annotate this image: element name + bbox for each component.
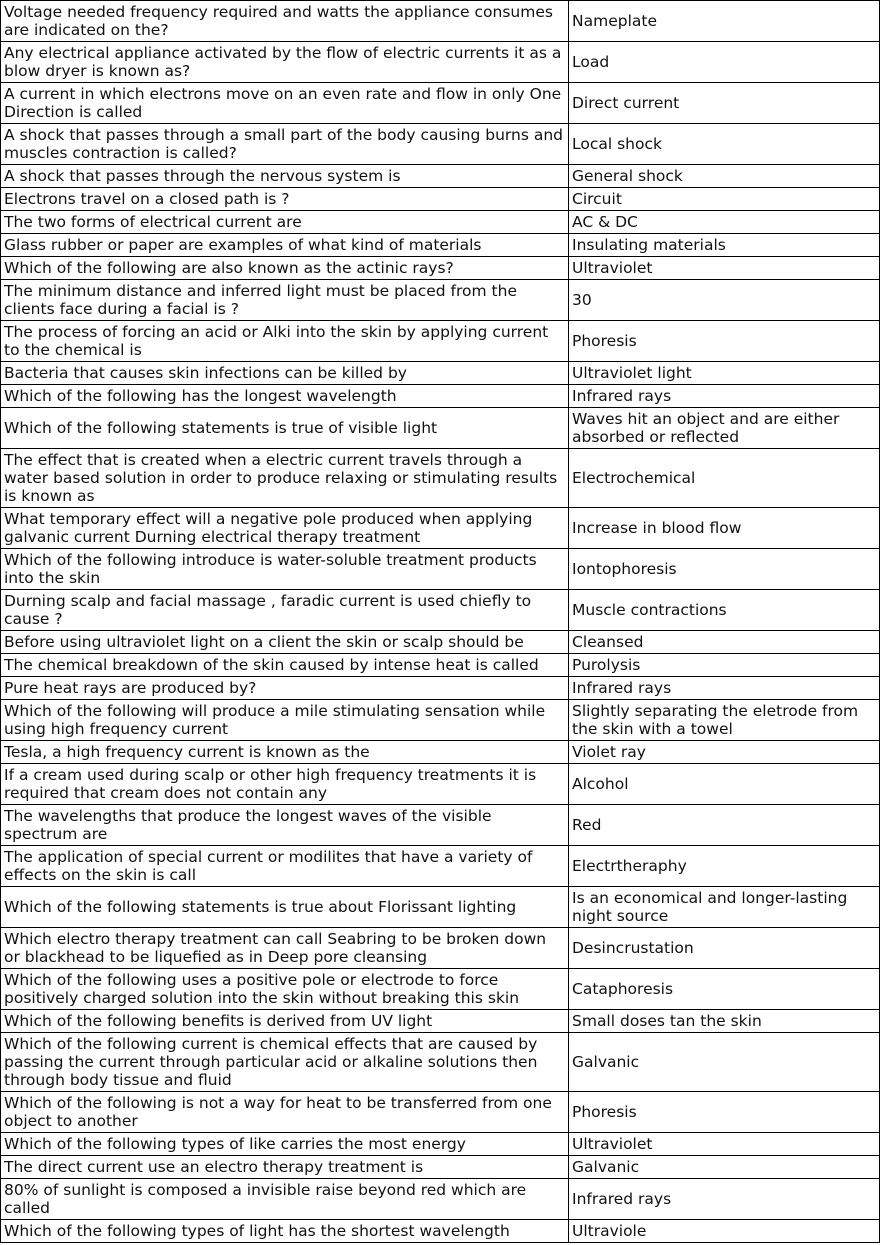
question-cell: Which of the following statements is true about Florissant lighting [1, 887, 569, 928]
table-row [1, 805, 880, 846]
question-cell: Glass rubber or paper are examples of what kind of materials [1, 234, 569, 257]
answer-cell: Slightly separating the eletrode from the skin with a towel [569, 700, 880, 741]
question-cell: Which of the following is not a way for heat to be transferred from one object to another [1, 1092, 569, 1133]
answer-cell: Galvanic [569, 1156, 880, 1179]
question-cell: Which of the following has the longest wavelength [1, 385, 569, 408]
answer-cell: Phoresis [569, 1092, 880, 1133]
table-row [1, 1179, 880, 1220]
table-row [1, 124, 880, 165]
answer-cell: General shock [569, 165, 880, 188]
answer-cell: Ultraviolet light [569, 362, 880, 385]
question-cell: If a cream used during scalp or other high frequency treatments it is required that cream does not contain any [1, 764, 569, 805]
table-row [1, 188, 880, 211]
table-row [1, 280, 880, 321]
table-row [1, 677, 880, 700]
answer-cell: Direct current [569, 83, 880, 124]
table-row [1, 165, 880, 188]
answer-cell: Infrared rays [569, 1179, 880, 1220]
answer-cell: Iontophoresis [569, 549, 880, 590]
question-cell: A shock that passes through the nervous system is [1, 165, 569, 188]
table-row [1, 321, 880, 362]
question-cell: Before using ultraviolet light on a client the skin or scalp should be [1, 631, 569, 654]
table-row [1, 928, 880, 969]
question-cell: Tesla, a high frequency current is known as the [1, 741, 569, 764]
answer-cell: Ultraviolet [569, 257, 880, 280]
question-cell: Which of the following are also known as the actinic rays? [1, 257, 569, 280]
answer-cell: Phoresis [569, 321, 880, 362]
table-row [1, 362, 880, 385]
answer-cell: AC & DC [569, 211, 880, 234]
answer-cell: Electrtheraphy [569, 846, 880, 887]
table-row [1, 408, 880, 449]
question-cell: Which of the following uses a positive pole or electrode to force positively charged solution into the skin without breaking this skin [1, 969, 569, 1010]
table-row [1, 1, 880, 42]
table-row [1, 1092, 880, 1133]
table-row [1, 508, 880, 549]
answer-cell: Nameplate [569, 1, 880, 42]
table-row [1, 764, 880, 805]
table-row [1, 257, 880, 280]
question-cell: Any electrical appliance activated by the flow of electric currents it as a blow dryer is known as? [1, 42, 569, 83]
answer-cell: Is an economical and longer-lasting night source [569, 887, 880, 928]
answer-cell: Cleansed [569, 631, 880, 654]
table-row [1, 1033, 880, 1092]
answer-cell: Insulating materials [569, 234, 880, 257]
answer-cell: Ultraviolet [569, 1133, 880, 1156]
answer-cell: Load [569, 42, 880, 83]
answer-cell: Circuit [569, 188, 880, 211]
question-cell: The wavelengths that produce the longest waves of the visible spectrum are [1, 805, 569, 846]
table-row [1, 631, 880, 654]
question-cell: Durning scalp and facial massage , faradic current is used chiefly to cause ? [1, 590, 569, 631]
question-cell: Which of the following types of light has the shortest wavelength [1, 1220, 569, 1243]
question-cell: The process of forcing an acid or Alki into the skin by applying current to the chemical is [1, 321, 569, 362]
answer-cell: 30 [569, 280, 880, 321]
answer-cell: Alcohol [569, 764, 880, 805]
table-row [1, 42, 880, 83]
question-cell: Bacteria that causes skin infections can be killed by [1, 362, 569, 385]
question-cell: What temporary effect will a negative pole produced when applying galvanic current Durning electrical therapy treatment [1, 508, 569, 549]
table-row [1, 741, 880, 764]
answer-cell: Galvanic [569, 1033, 880, 1092]
question-cell: Which of the following will produce a mile stimulating sensation while using high frequency current [1, 700, 569, 741]
question-cell: The effect that is created when a electric current travels through a water based solution in order to produce relaxing or stimulating results is known as [1, 449, 569, 508]
flashcard-table-body [1, 1, 880, 1243]
answer-cell: Infrared rays [569, 385, 880, 408]
question-cell: Which of the following types of like carries the most energy [1, 1133, 569, 1156]
question-cell: A current in which electrons move on an even rate and flow in only One Direction is called [1, 83, 569, 124]
answer-cell: Local shock [569, 124, 880, 165]
question-cell: The two forms of electrical current are [1, 211, 569, 234]
table-row [1, 654, 880, 677]
question-cell: Which of the following benefits is derived from UV light [1, 1010, 569, 1033]
question-cell: The direct current use an electro therapy treatment is [1, 1156, 569, 1179]
table-row [1, 700, 880, 741]
question-cell: A shock that passes through a small part of the body causing burns and muscles contraction is called? [1, 124, 569, 165]
answer-cell: Desincrustation [569, 928, 880, 969]
question-cell: Which of the following statements is true of visible light [1, 408, 569, 449]
table-row [1, 1133, 880, 1156]
table-row [1, 1156, 880, 1179]
question-cell: Which of the following introduce is water-soluble treatment products into the skin [1, 549, 569, 590]
table-row [1, 846, 880, 887]
answer-cell: Purolysis [569, 654, 880, 677]
table-row [1, 969, 880, 1010]
table-row [1, 590, 880, 631]
question-cell: The application of special current or modilites that have a variety of effects on the skin is call [1, 846, 569, 887]
table-row [1, 211, 880, 234]
answer-cell: Muscle contractions [569, 590, 880, 631]
table-row [1, 449, 880, 508]
question-cell: Pure heat rays are produced by? [1, 677, 569, 700]
table-row [1, 83, 880, 124]
table-row [1, 1010, 880, 1033]
question-cell: The chemical breakdown of the skin caused by intense heat is called [1, 654, 569, 677]
table-row [1, 234, 880, 257]
table-row [1, 1220, 880, 1243]
answer-cell: Red [569, 805, 880, 846]
answer-cell: Electrochemical [569, 449, 880, 508]
answer-cell: Small doses tan the skin [569, 1010, 880, 1033]
table-row [1, 549, 880, 590]
answer-cell: Ultraviole [569, 1220, 880, 1243]
question-cell: Which electro therapy treatment can call Seabring to be broken down or blackhead to be liquefied as in Deep pore cleansing [1, 928, 569, 969]
question-cell: 80% of sunlight is composed a invisible raise beyond red which are called [1, 1179, 569, 1220]
question-cell: Voltage needed frequency required and watts the appliance consumes are indicated on the? [1, 1, 569, 42]
table-row [1, 887, 880, 928]
question-cell: Electrons travel on a closed path is ? [1, 188, 569, 211]
answer-cell: Violet ray [569, 741, 880, 764]
question-cell: The minimum distance and inferred light must be placed from the clients face during a facial is ? [1, 280, 569, 321]
question-cell: Which of the following current is chemical effects that are caused by passing the current through particular acid or alkaline solutions then through body tissue and fluid [1, 1033, 569, 1092]
answer-cell: Infrared rays [569, 677, 880, 700]
answer-cell: Waves hit an object and are either absorbed or reflected [569, 408, 880, 449]
answer-cell: Cataphoresis [569, 969, 880, 1010]
table-row [1, 385, 880, 408]
answer-cell: Increase in blood flow [569, 508, 880, 549]
